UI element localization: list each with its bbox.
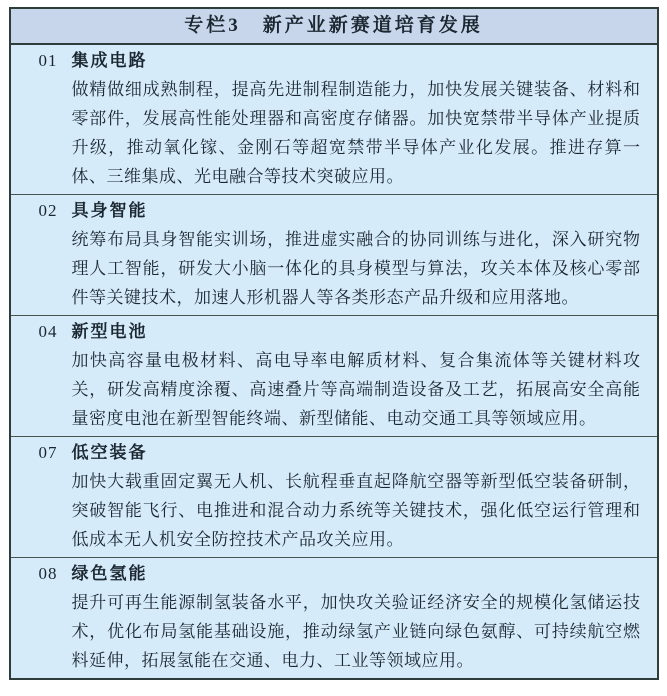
- entry-title: 新型电池: [71, 322, 148, 341]
- entry-head: [39, 46, 641, 75]
- entry-description: 统筹布局具身智能实训场，推进虚实融合的协同训练与进化，深入研究物理人工智能，研发大小脑一体化的具身模型与算法，攻关本体及核心零部件等关键技术，加速人形机器人等各类形态产品升级和应用落地。: [71, 230, 641, 307]
- entry-green-hydrogen: [11, 557, 657, 678]
- entry-new-batteries: [11, 315, 657, 436]
- entry-description: 加快大载重固定翼无人机、长航程垂直起降航空器等新型低空装备研制，突破智能飞行、电推进和混合动力系统等关键技术，强化低空运行管理和低成本无人机安全防控技术产品攻关应用。: [71, 472, 641, 549]
- entry-title: 具身智能: [71, 201, 148, 220]
- entry-integrated-circuits: [11, 45, 657, 194]
- entry-head: [39, 559, 641, 588]
- entry-number: 01: [38, 51, 58, 70]
- entry-head: [39, 438, 641, 467]
- entry-description: 加快高容量电极材料、高电导率电解质材料、复合集流体等关键材料攻关，研发高精度涂覆、高速叠片等高端制造设备及工艺，拓展高安全高能量密度电池在新型智能终端、新型储能、电动交通工具等领域应用。: [71, 351, 641, 428]
- entry-low-altitude-equipment: [11, 436, 657, 557]
- entry-description: 做精做细成熟制程，提高先进制程制造能力，加快发展关键装备、材料和零部件，发展高性能处理器和高密度存储器。加快宽禁带半导体产业提质升级，推动氧化镓、金刚石等超宽禁带半导体产业化发展。推进存算一体、三维集成、光电融合等技术突破应用。: [71, 80, 641, 186]
- entry-title: 绿色氢能: [71, 564, 148, 583]
- entry-title: 低空装备: [71, 443, 148, 462]
- feature-column-box: [9, 7, 659, 680]
- column-body: [11, 45, 657, 678]
- column-title: 专栏3 新产业新赛道培育发展: [11, 9, 657, 45]
- entry-embodied-ai: [11, 194, 657, 315]
- entry-head: [39, 317, 641, 346]
- entry-title: 集成电路: [71, 51, 148, 70]
- entry-description: 提升可再生能源制氢装备水平，加快攻关验证经济安全的规模化氢储运技术，优化布局氢能基础设施，推动绿氢产业链向绿色氨醇、可持续航空燃料延伸，拓展氢能在交通、电力、工业等领域应用。: [71, 593, 641, 670]
- entry-number: 07: [38, 443, 58, 462]
- entry-head: [39, 196, 641, 225]
- entry-number: 08: [38, 564, 58, 583]
- entry-number: 02: [38, 201, 58, 220]
- entry-number: 04: [38, 322, 58, 341]
